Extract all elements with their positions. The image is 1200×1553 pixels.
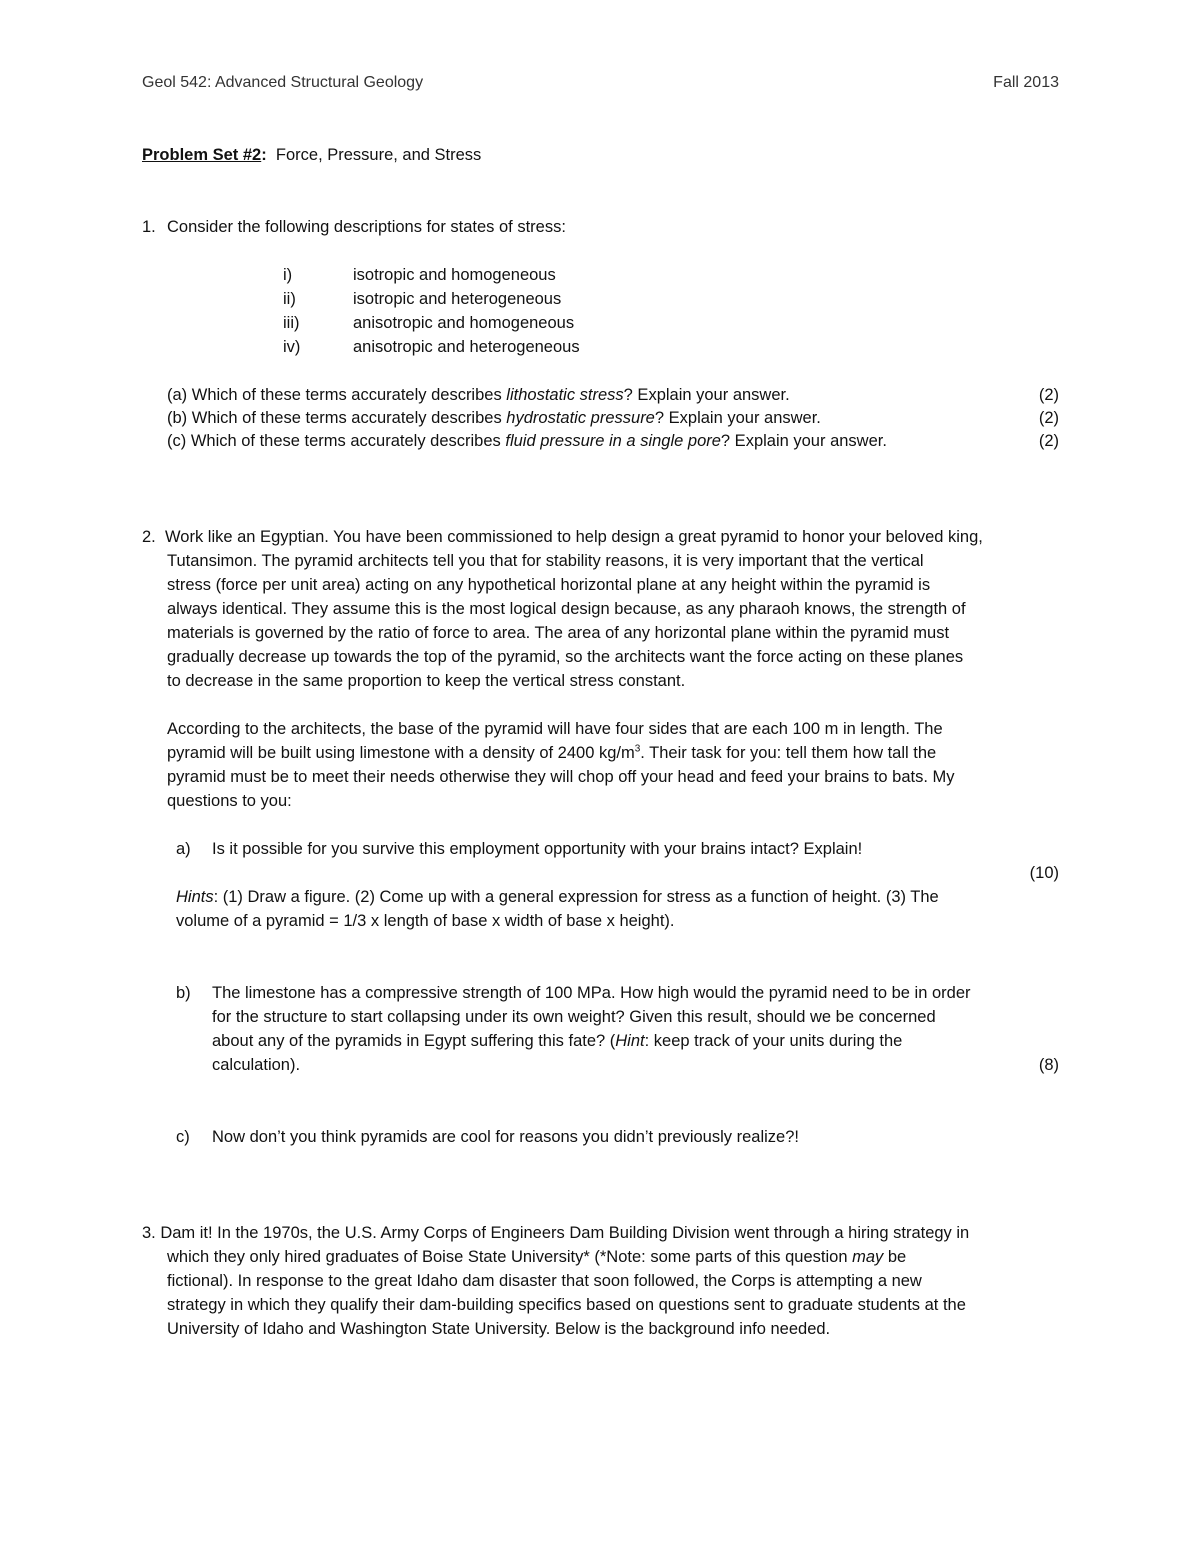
q2c-text: Now don’t you think pyramids are cool for reasons you didn’t previously realize?! (212, 1128, 799, 1146)
q1-part-c-post: ? Explain your answer. (720, 432, 887, 450)
q2-para2-line: According to the architects, the base of the pyramid will have four sides that are each 100 m in length. The (167, 720, 943, 738)
q2a-points: (10) (1029, 864, 1059, 882)
q1-part-a-points: (2) (1038, 386, 1059, 404)
q2b-line3-post: : keep track of your units during the (644, 1032, 903, 1050)
course-header: Geol 542: Advanced Structural Geology (142, 74, 424, 91)
title-topic: Force, Pressure, and Stress (275, 146, 482, 164)
q2-para1-line: Work like an Egyptian. You have been commissioned to help design a great pyramid to honor your beloved king, (165, 528, 983, 546)
q2b-line: for the structure to start collapsing under its own weight? Given this result, should we be concerned (212, 1008, 936, 1026)
q2a-hints (176, 885, 939, 909)
q2-para1-line: always identical. They assume this is the most logical design because, as any pharaoh knows, the strength of (167, 600, 966, 618)
q3-line: fictional). In response to the great Idaho dam disaster that soon followed, the Corps is attempting a new (167, 1272, 922, 1290)
q1-part-a-term: lithostatic stress (506, 386, 624, 404)
q1-part-c-pre: (c) Which of these terms accurately describes (167, 432, 506, 450)
q1-part-b-pre: (b) Which of these terms accurately describes (167, 409, 507, 427)
title-colon: : (261, 146, 267, 164)
q1-intro: Consider the following descriptions for states of stress: (167, 218, 566, 236)
problem-set-title (142, 143, 481, 167)
q1-part-a-post: ? Explain your answer. (623, 386, 790, 404)
q1-part-b-post: ? Explain your answer. (654, 409, 821, 427)
q1-part-c (167, 429, 887, 453)
q2-para1-line: to decrease in the same proportion to keep the vertical stress constant. (167, 672, 686, 690)
q1-term-text: anisotropic and heterogeneous (353, 338, 580, 356)
density-text: pyramid will be built using limestone with a density of 2400 kg/m (167, 744, 635, 762)
q2b-points: (8) (1038, 1056, 1059, 1074)
hints-text: : (1) Draw a figure. (2) Come up with a general expression for stress as a function of height. (3) The (213, 888, 939, 906)
q1-part-b-term: hydrostatic pressure (506, 409, 655, 427)
q3-line2-em: may (852, 1248, 884, 1266)
q2b-line: The limestone has a compressive strength of 100 MPa. How high would the pyramid need to be in order (212, 984, 971, 1002)
q3-line2-pre: which they only hired graduates of Boise State University* (*Note: some parts of this question (167, 1248, 853, 1266)
q1-part-b (167, 406, 821, 430)
q3-line (167, 1245, 906, 1269)
cubed-superscript: 3 (634, 743, 641, 755)
q1-term-num: iii) (283, 314, 300, 332)
q1-number: 1. (142, 218, 156, 236)
title-prefix: Problem Set #2 (142, 146, 262, 164)
q1-part-c-points: (2) (1038, 432, 1059, 450)
q1-term-num: ii) (283, 290, 296, 308)
q2-para1-line: materials is governed by the ratio of force to area. The area of any horizontal plane within the pyramid must (167, 624, 950, 642)
q1-part-a-pre: (a) Which of these terms accurately describes (167, 386, 507, 404)
q1-part-c-term: fluid pressure in a single pore (505, 432, 721, 450)
q2-para1-line: Tutansimon. The pyramid architects tell you that for stability reasons, it is very important that the vertical (167, 552, 924, 570)
q2b-hint-label: Hint (615, 1032, 645, 1050)
q1-term-num: i) (283, 266, 293, 284)
q3-line: 3. Dam it! In the 1970s, the U.S. Army Corps of Engineers Dam Building Division went through a hiring strategy in (142, 1224, 970, 1242)
q2a-text: Is it possible for you survive this employment opportunity with your brains intact? Explain! (212, 840, 863, 858)
q1-term-num: iv) (283, 338, 301, 356)
q2a-hints-cont: volume of a pyramid = 1/3 x length of base x width of base x height). (176, 912, 675, 930)
term-header: Fall 2013 (993, 74, 1059, 91)
q2a-number: a) (176, 840, 191, 858)
q2-para1-line: stress (force per unit area) acting on any hypothetical horizontal plane at any height within the pyramid is (167, 576, 931, 594)
hints-label: Hints (176, 888, 214, 906)
q1-part-b-points: (2) (1038, 409, 1059, 427)
q2-para2-line: pyramid must be to meet their needs otherwise they will chop off your head and feed your brains to bats. My (167, 768, 955, 786)
q1-term-text: isotropic and heterogeneous (353, 290, 562, 308)
q1-part-a (167, 383, 790, 407)
q1-term-text: isotropic and homogeneous (353, 266, 556, 284)
q2b-number: b) (176, 984, 191, 1002)
q2b-line (212, 1029, 902, 1053)
q2b-line: calculation). (212, 1056, 301, 1074)
q2c-number: c) (176, 1128, 190, 1146)
q2-para2-line (167, 741, 936, 765)
q3-line: University of Idaho and Washington State University. Below is the background info needed. (167, 1320, 831, 1338)
q3-line: strategy in which they qualify their dam-building specifics based on questions sent to graduate students at the (167, 1296, 966, 1314)
density-text-cont: . Their task for you: tell them how tall the (640, 744, 937, 762)
q2-para2-line: questions to you: (167, 792, 292, 810)
q2-para1-line: gradually decrease up towards the top of the pyramid, so the architects want the force acting on these planes (167, 648, 964, 666)
q2-number: 2. (142, 528, 156, 546)
q3-line2-post: be (883, 1248, 907, 1266)
q1-term-text: anisotropic and homogeneous (353, 314, 575, 332)
q2b-line3-pre: about any of the pyramids in Egypt suffering this fate? ( (212, 1032, 616, 1050)
